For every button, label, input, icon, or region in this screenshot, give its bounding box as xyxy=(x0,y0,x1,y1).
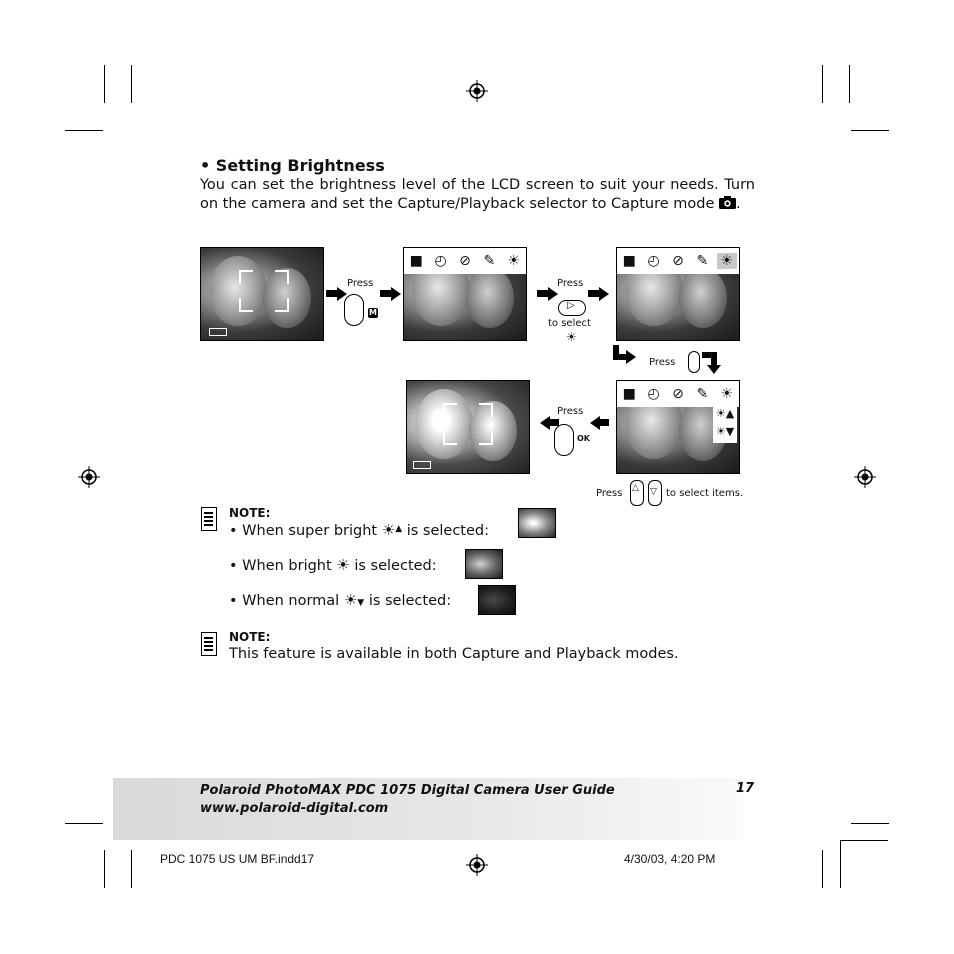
self-timer-icon: ◴ xyxy=(647,253,660,269)
menu-button xyxy=(344,294,364,326)
wrench-icon: ✎ xyxy=(696,386,709,402)
elbow-arrow-icon xyxy=(613,354,627,360)
registration-mark-icon xyxy=(466,80,488,102)
note-line-suffix: is selected: xyxy=(368,593,452,609)
battery-icon xyxy=(209,328,227,336)
m-label: M xyxy=(369,308,377,317)
lcd-live-view xyxy=(200,247,324,341)
flash-off-icon: ⊘ xyxy=(459,253,471,269)
note-line-prefix: • When bright xyxy=(229,558,332,574)
to-select-items-label: to select items. xyxy=(666,488,744,499)
arrow-right-icon xyxy=(626,350,636,364)
m-badge xyxy=(368,308,378,318)
down-arrow-glyph: ▽ xyxy=(650,487,657,497)
self-timer-icon: ◴ xyxy=(434,253,447,269)
note-text: This feature is available in both Capture and Playback modes. xyxy=(229,646,679,662)
normal-icon: ☀▼ xyxy=(343,591,365,609)
lcd-brightness-options xyxy=(616,380,740,474)
registration-mark-icon xyxy=(854,466,876,488)
press-label: Press xyxy=(649,357,676,368)
camera-icon: ■ xyxy=(409,253,423,269)
flash-off-icon: ⊘ xyxy=(672,253,684,269)
wrench-icon: ✎ xyxy=(696,253,709,269)
normal-option-icon: ☀▼ xyxy=(713,425,737,443)
note-line-prefix: • When super bright xyxy=(229,523,378,539)
intro-paragraph xyxy=(200,176,755,214)
note-line-suffix: is selected: xyxy=(354,558,437,574)
bright-icon: ☀ xyxy=(336,556,350,574)
note-icon xyxy=(201,507,217,531)
slug-file: PDC 1075 US UM BF.indd17 xyxy=(160,852,315,866)
intro-end: . xyxy=(736,196,741,212)
press-label: Press xyxy=(557,406,584,417)
note-line-bright xyxy=(229,556,437,574)
wrench-icon: ✎ xyxy=(483,253,496,269)
note-icon xyxy=(201,632,217,656)
battery-icon xyxy=(413,461,431,469)
menu-bar xyxy=(404,248,526,274)
arrow-right-icon xyxy=(548,287,558,301)
ok-label: OK xyxy=(577,434,590,443)
note-label: NOTE: xyxy=(229,506,271,520)
camera-icon: ■ xyxy=(622,253,636,269)
normal-thumbnail xyxy=(478,585,516,615)
super-bright-thumbnail xyxy=(518,508,556,538)
intro-text: You can set the brightness level of the LCD screen to suit your needs. Turn on the camera and set the Capture/Playback selector to Capture mode xyxy=(200,177,755,212)
press-label: Press xyxy=(557,278,584,289)
arrow-right-icon xyxy=(391,287,401,301)
menu-bar xyxy=(617,381,739,407)
to-select-label: to select xyxy=(548,318,591,329)
slug-date: 4/30/03, 4:20 PM xyxy=(624,852,716,866)
page-number: 17 xyxy=(736,781,755,796)
self-timer-icon: ◴ xyxy=(647,386,660,402)
brightness-icon: ☀ xyxy=(720,386,734,402)
press-label: Press xyxy=(596,488,623,499)
bright-thumbnail xyxy=(465,549,503,579)
note-line-normal xyxy=(229,591,451,609)
section-heading: • Setting Brightness xyxy=(200,156,385,175)
down-elbow-arrow-icon xyxy=(711,352,717,366)
right-arrow-glyph: ▷ xyxy=(567,300,575,311)
registration-mark-icon xyxy=(466,854,488,876)
lcd-brightness-selected xyxy=(616,247,740,341)
note-line-suffix: is selected: xyxy=(406,523,490,539)
note-line-super-bright xyxy=(229,521,489,539)
note-label: NOTE: xyxy=(229,630,271,644)
brightness-icon: ☀ xyxy=(507,253,521,269)
down-arrow-icon xyxy=(707,365,721,374)
super-bright-icon: ☀▲ xyxy=(381,521,403,539)
flash-off-icon: ⊘ xyxy=(672,386,684,402)
ok-button xyxy=(554,424,574,456)
lcd-result-view xyxy=(406,380,530,474)
press-label: Press xyxy=(347,278,374,289)
note-line-prefix: • When normal xyxy=(229,593,340,609)
arrow-right-icon xyxy=(599,287,609,301)
camera-icon: ■ xyxy=(622,386,636,402)
down-button xyxy=(688,351,700,373)
up-arrow-glyph: △ xyxy=(632,483,639,493)
super-bright-option-icon: ☀▲ xyxy=(713,407,737,425)
camera-icon xyxy=(719,196,736,209)
arrow-left-icon xyxy=(599,419,609,426)
footer-url: www.polaroid-digital.com xyxy=(200,801,389,816)
brightness-icon: ☀ xyxy=(566,330,577,344)
registration-mark-icon xyxy=(78,466,100,488)
lcd-menu-screen xyxy=(403,247,527,341)
brightness-icon: ☀ xyxy=(717,253,737,269)
menu-bar xyxy=(617,248,739,274)
footer-title: Polaroid PhotoMAX PDC 1075 Digital Camera User Guide xyxy=(200,783,615,798)
